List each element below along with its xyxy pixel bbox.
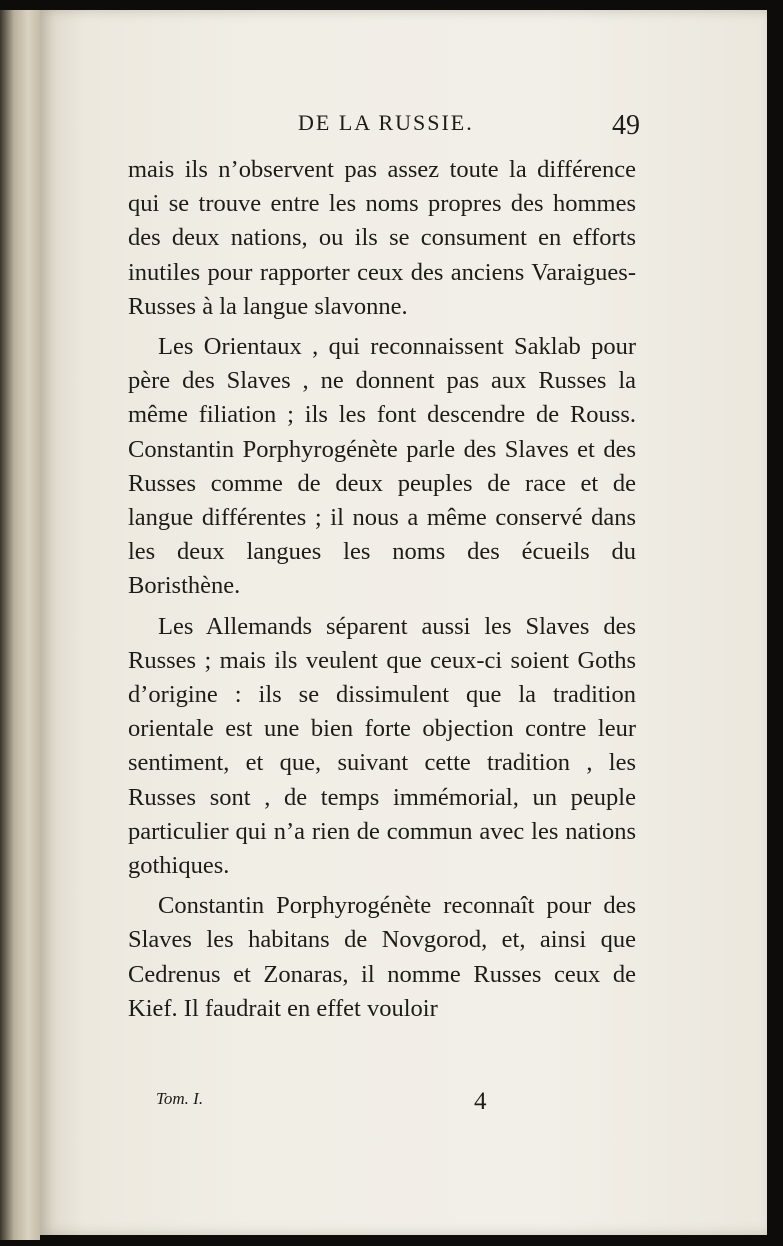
book-page xyxy=(40,10,767,1235)
volume-signature: Tom. I. xyxy=(156,1089,204,1108)
paragraph-continuation: mais ils n’observent pas assez toute la différence qui se trouve entre les noms propres des hommes des deux nations, ou ils se consument en efforts inutiles pour rapporter ceux des anciens Varaigues-Russes à la langue slavonne. xyxy=(128,156,636,320)
signature-folio: 4 xyxy=(474,1088,487,1115)
running-title: DE LA RUSSIE. xyxy=(298,110,474,135)
page-number: 49 xyxy=(612,110,640,141)
paragraph-constantin: Constantin Porphyrogénète reconnaît pour des Slaves les habitans de Novgorod, et, ainsi que Cedrenus et Zonaras, il nomme Russes ceux de Kief. Il faudrait en effet vouloir xyxy=(128,892,636,1022)
left-page-edge xyxy=(0,10,40,1240)
paragraph-allemands: Les Allemands séparent aussi les Slaves des Russes ; mais ils veulent que ceux-ci soient Goths d’origine : ils se dissimulent que la tradition orientale est une bien forte objection contre leur sentiment, et que, suivant cette tradition , les Russes sont , de temps immémorial, un peuple particulier qui n’a rien de commun avec les nations gothiques. xyxy=(128,612,636,880)
paragraph-orientaux: Les Orientaux , qui reconnaissent Saklab pour père des Slaves , ne donnent pas aux Russes la même filiation ; ils les font descendre de Rouss. Constantin Porphyrogénète parle des Slaves et des Russes comme de deux peuples de race et de langue différentes ; il nous a même conservé dans les deux langues les noms des écueils du Boristhène. xyxy=(128,333,636,600)
body-text xyxy=(128,153,636,1026)
